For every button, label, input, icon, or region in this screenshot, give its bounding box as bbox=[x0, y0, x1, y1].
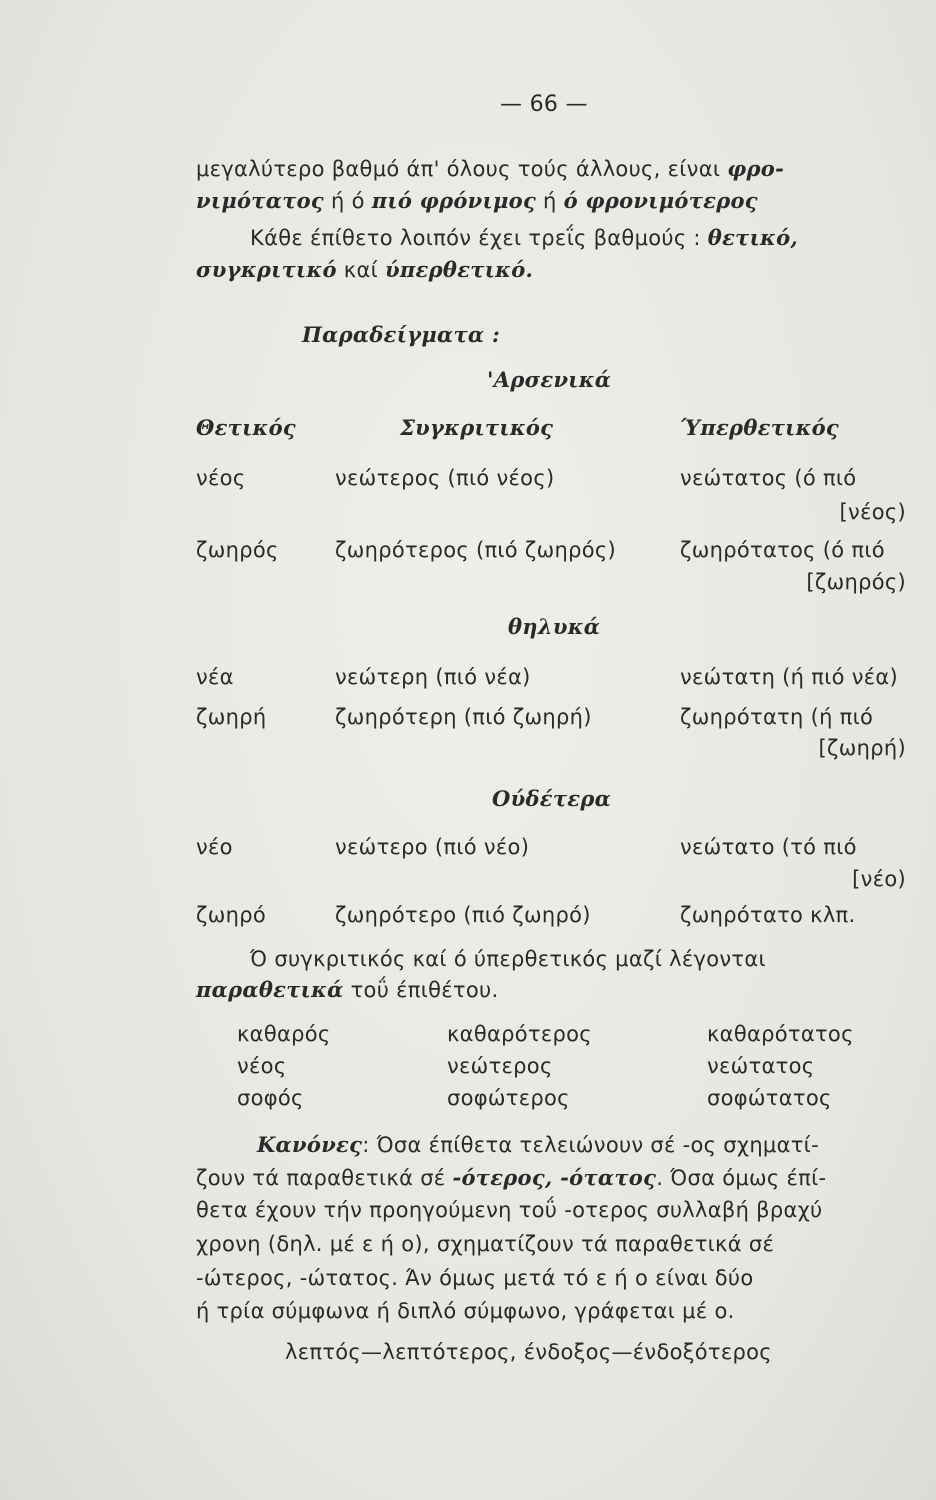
intro-line-2 bbox=[196, 188, 758, 213]
term-thetiko: θετικό, bbox=[707, 225, 799, 250]
rules-text: . Όσα όμως έπί- bbox=[656, 1166, 827, 1190]
col-header-comparative: Συγκριτικός bbox=[400, 415, 554, 440]
list-sup: νεώτατος bbox=[707, 1054, 815, 1078]
intro-line-4 bbox=[196, 257, 533, 282]
list-comp: νεώτερος bbox=[447, 1054, 553, 1078]
col-header-positive: Θετικός bbox=[196, 415, 296, 440]
row-comp: ζωηρότερο (πιό ζωηρό) bbox=[335, 903, 591, 927]
note-text: τοΰ έπιθέτου. bbox=[343, 978, 499, 1002]
term-suffixes: -ότερος, -ότατος bbox=[452, 1165, 657, 1190]
rules-line-1 bbox=[257, 1132, 819, 1157]
rules-line-4: χρονη (δηλ. μέ ε ή ο), σχηματίζουν τά παραθετικά σέ bbox=[196, 1232, 775, 1256]
page-number: — 66 — bbox=[500, 92, 588, 117]
intro-text: Κάθε έπίθετο λοιπόν έχει τρεΐς βαθμούς : bbox=[250, 226, 708, 250]
row-comp: ζωηρότερος (πιό ζωηρός) bbox=[335, 538, 617, 562]
rules-line-2 bbox=[196, 1165, 826, 1190]
row-pos: νέα bbox=[196, 665, 234, 689]
term-sygkritiko: συγκριτικό bbox=[196, 257, 337, 282]
note-line-2 bbox=[196, 977, 498, 1002]
final-example: λεπτός—λεπτότερος, ένδοξος—ένδοξότερος bbox=[285, 1340, 772, 1364]
rules-line-3: θετα έχουν τήν προηγούμενη τοΰ -οτερος συλλαβή βραχύ bbox=[196, 1198, 823, 1222]
term-pio-fronimos: πιό φρόνιμος bbox=[371, 188, 537, 213]
row-sup: νεώτατη (ή πιό νέα) bbox=[680, 665, 899, 689]
intro-line-1 bbox=[196, 156, 784, 181]
list-sup: σοφώτατος bbox=[707, 1086, 832, 1110]
rules-label: Κανόνες bbox=[257, 1132, 363, 1157]
examples-heading: Παραδείγματα : bbox=[302, 322, 501, 347]
row-pos: νέος bbox=[196, 466, 246, 490]
row-comp: νεώτερη (πιό νέα) bbox=[335, 665, 531, 689]
row-sup: νεώτατο (τό πιό bbox=[680, 835, 857, 859]
term-yperthetiko: ύπερθετικό. bbox=[385, 257, 534, 282]
row-sup: ζωηρότατο κλπ. bbox=[680, 903, 856, 927]
list-pos: καθαρός bbox=[237, 1022, 331, 1046]
list-pos: σοφός bbox=[237, 1086, 304, 1110]
rules-text: ζουν τά παραθετικά σέ bbox=[196, 1166, 453, 1190]
list-pos: νέος bbox=[237, 1054, 287, 1078]
row-sup: νεώτατος (ό πιό bbox=[680, 466, 857, 490]
list-comp: καθαρότερος bbox=[447, 1022, 592, 1046]
rules-line-5: -ώτερος, -ώτατος. Άν όμως μετά τό ε ή ο είναι δύο bbox=[196, 1266, 754, 1290]
row-comp: ζωηρότερη (πιό ζωηρή) bbox=[335, 705, 592, 729]
row-sup: ζωηρότατη (ή πιό bbox=[680, 705, 874, 729]
intro-line-3 bbox=[250, 225, 798, 250]
term-fronimotatos: νιμότατος bbox=[196, 188, 325, 213]
term-parathetika: παραθετικά bbox=[196, 977, 344, 1002]
row-sup-cont: [ζωηρός) bbox=[806, 570, 906, 594]
neuter-heading: Ούδέτερα bbox=[492, 786, 612, 811]
row-comp: νεώτερο (πιό νέο) bbox=[335, 835, 530, 859]
row-pos: ζωηρή bbox=[196, 705, 267, 729]
row-sup-cont: [νέος) bbox=[839, 500, 906, 524]
row-pos: νέο bbox=[196, 835, 233, 859]
list-comp: σοφώτερος bbox=[447, 1086, 570, 1110]
row-sup-cont: [ζωηρή) bbox=[818, 736, 906, 760]
intro-text: καί bbox=[336, 258, 386, 282]
feminine-heading: θηλυκά bbox=[508, 614, 601, 639]
rules-text: : Όσα έπίθετα τελειώνουν σέ -ος σχηματί- bbox=[362, 1133, 819, 1157]
row-sup: ζωηρότατος (ό πιό bbox=[680, 538, 885, 562]
intro-italic: φρο- bbox=[727, 156, 785, 181]
intro-text: μεγαλύτερο βαθμό άπ' όλους τούς άλλους, είναι bbox=[196, 157, 728, 181]
row-pos: ζωηρός bbox=[196, 538, 279, 562]
term-fronimoteros: ό φρονιμότερος bbox=[563, 188, 758, 213]
list-sup: καθαρότατος bbox=[707, 1022, 854, 1046]
row-sup-cont: [νέο) bbox=[852, 867, 906, 891]
intro-text: ή bbox=[536, 189, 564, 213]
row-pos: ζωηρό bbox=[196, 903, 266, 927]
intro-text: ή ό bbox=[324, 189, 372, 213]
note-line-1: Ό συγκριτικός καί ό ύπερθετικός μαζί λέγονται bbox=[250, 947, 766, 971]
row-comp: νεώτερος (πιό νέος) bbox=[335, 466, 555, 490]
masculine-heading: 'Αρσενικά bbox=[487, 367, 612, 392]
rules-line-6: ή τρία σύμφωνα ή διπλό σύμφωνο, γράφεται μέ ο. bbox=[196, 1299, 735, 1323]
col-header-superlative: Ύπερθετικός bbox=[680, 415, 840, 440]
